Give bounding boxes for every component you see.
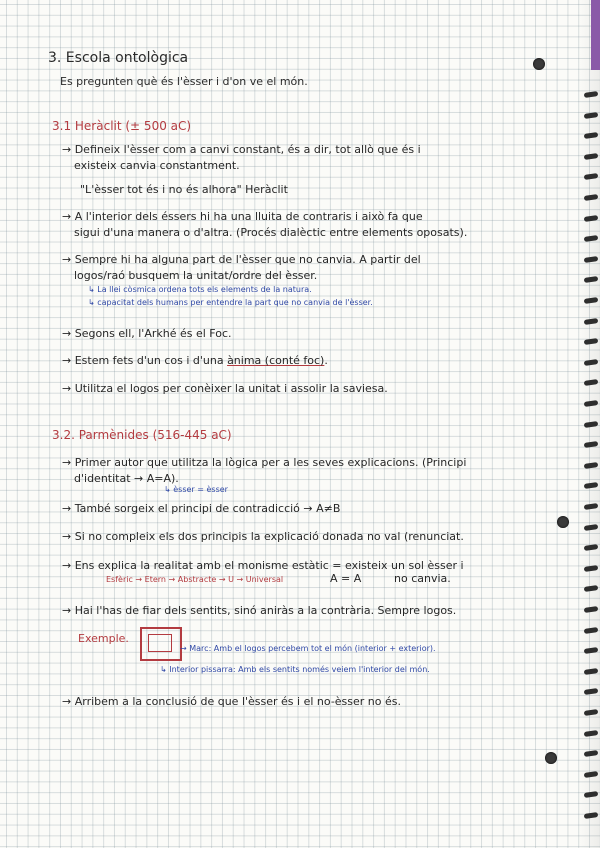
example-interior-note: ↳ Interior pissarra: Amb els sentits només veiem l'interior del món. xyxy=(160,665,430,674)
example-frame-inner xyxy=(148,634,172,652)
parmenides-point-3: → Si no compleix els dos principis la explicació donada no val (renunciat. xyxy=(62,530,464,543)
parmenides-point-5: → Hai l'has de fiar dels sentits, sinó aniràs a la contrària. Sempre logos. xyxy=(62,604,457,617)
heraclit-point-2-line-1: → A l'interior dels éssers hi ha una lluita de contraris i això fa que xyxy=(62,210,423,223)
parmenides-point-1-line-2: d'identitat → A=A). xyxy=(74,472,179,485)
heraclit-heading: 3.1 Heràclit (± 500 aC) xyxy=(52,119,192,133)
heraclit-point-6: → Utilitza el logos per conèixer la unitat i assolir la saviesa. xyxy=(62,382,388,395)
heraclit-point-4: → Segons ell, l'Arkhé és el Foc. xyxy=(62,327,232,340)
parmenides-conclusion: → Arribem a la conclusió de que l'èsser és i el no-èsser no és. xyxy=(62,695,401,708)
binder-hole-middle xyxy=(557,516,569,528)
parmenides-identity-equation: A = A xyxy=(330,572,362,585)
example-frame-note: → Marc: Amb el logos percebem tot el món (interior + exterior). xyxy=(180,644,436,653)
binder-hole-bottom xyxy=(545,752,557,764)
heraclit-point-1-line-2: existeix canvia constantment. xyxy=(74,159,240,172)
heraclit-point-5-underlined: ànima (conté foc) xyxy=(227,354,325,367)
heraclit-point-1-line-1: → Defineix l'èsser com a canvi constant, és a dir, tot allò que és i xyxy=(62,143,421,156)
parmenides-identity-note: ↳ èsser = èsser xyxy=(164,485,228,494)
heraclit-point-5 xyxy=(62,354,328,367)
heraclit-quote: "L'èsser tot és i no és alhora" Heràclit xyxy=(80,183,288,196)
binder-hole-top xyxy=(533,58,545,70)
parmenides-point-4: → Ens explica la realitat amb el monisme estàtic = existeix un sol èsser i xyxy=(62,559,464,572)
parmenides-heading: 3.2. Parmènides (516-445 aC) xyxy=(52,428,232,442)
heraclit-point-5-text: → Estem fets d'un cos i d'una xyxy=(62,354,228,367)
heraclit-point-3-line-2: logos/raó busquem la unitat/ordre del èsser. xyxy=(74,269,318,282)
parmenides-point-2: → També sorgeix el principi de contradicció → A≠B xyxy=(62,502,341,515)
parmenides-point-4-end: no canvia. xyxy=(394,572,451,585)
heraclit-point-3-line-1: → Sempre hi ha alguna part de l'èsser que no canvia. A partir del xyxy=(62,253,421,266)
parmenides-attributes: Esfèric → Etern → Abstracte → U → Universal xyxy=(106,575,284,584)
heraclit-subpoint-1: ↳ La llei còsmica ordena tots els elements de la natura. xyxy=(88,285,312,294)
parmenides-point-1-line-1: → Primer autor que utilitza la lògica per a les seves explicacions. (Principi xyxy=(62,456,467,469)
notebook-cover-edge xyxy=(591,0,600,70)
heraclit-point-2-line-2: sigui d'una manera o d'altra. (Procés dialèctic entre elements oposats). xyxy=(74,226,468,239)
page-title: 3. Escola ontològica xyxy=(48,50,189,66)
intro-line: Es pregunten què és l'èsser i d'on ve el món. xyxy=(60,75,308,88)
example-label: Exemple. xyxy=(78,632,129,645)
heraclit-point-5-end: . xyxy=(324,354,328,367)
heraclit-subpoint-2: ↳ capacitat dels humans per entendre la part que no canvia de l'èsser. xyxy=(88,298,373,307)
